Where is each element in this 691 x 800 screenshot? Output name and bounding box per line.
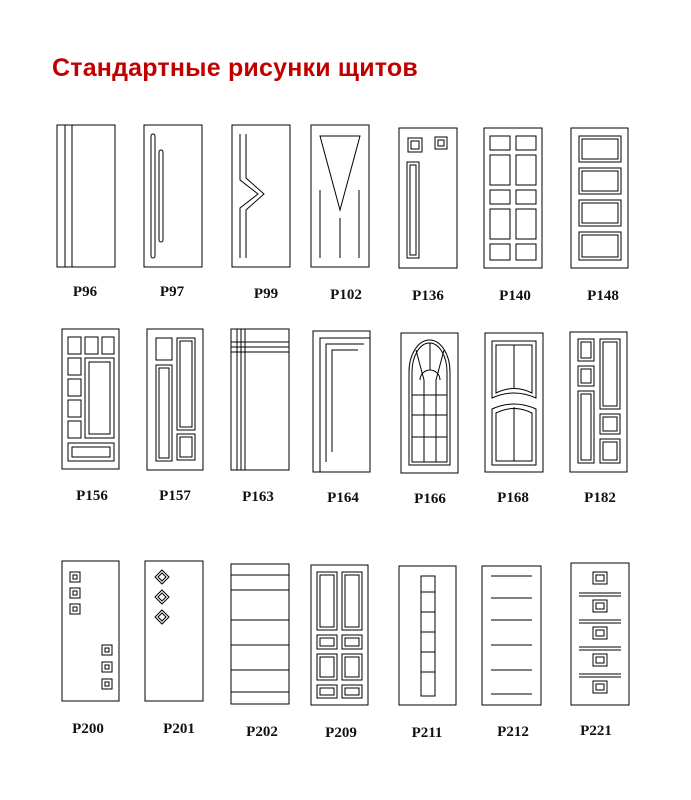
panel-label-P221: P221 — [580, 723, 612, 739]
panel-P157 — [147, 329, 203, 470]
panel-label-P148: P148 — [587, 288, 619, 304]
panel-P96 — [57, 125, 115, 267]
panel-P163 — [231, 329, 289, 470]
panel-label-P102: P102 — [330, 287, 362, 303]
panel-label-P201: P201 — [163, 721, 195, 737]
panel-label-P156: P156 — [76, 488, 108, 504]
panel-P148 — [571, 128, 628, 268]
panel-P97 — [144, 125, 202, 267]
panel-label-P168: P168 — [497, 490, 529, 506]
panel-P200 — [62, 561, 119, 701]
panel-label-P140: P140 — [499, 288, 531, 304]
panel-P102 — [311, 125, 369, 267]
panel-P182 — [570, 332, 627, 472]
panel-label-P212: P212 — [497, 724, 529, 740]
panel-label-P211: P211 — [411, 725, 443, 741]
panel-label-P99: P99 — [253, 286, 279, 302]
panel-label-P182: P182 — [584, 490, 616, 506]
panel-label-P157: P157 — [159, 488, 191, 504]
panel-label-P202: P202 — [246, 724, 278, 740]
panel-P209 — [311, 565, 368, 705]
panel-label-P166: P166 — [414, 491, 446, 507]
panel-label-P200: P200 — [72, 721, 104, 737]
panel-P211 — [399, 566, 456, 705]
panel-label-P136: P136 — [412, 288, 444, 304]
panel-P164 — [313, 331, 370, 472]
panel-label-P209: P209 — [325, 725, 357, 741]
panel-P156 — [62, 329, 119, 469]
panel-P221 — [571, 563, 629, 705]
panel-P201 — [145, 561, 203, 701]
panel-P202 — [231, 564, 289, 704]
panel-P212 — [482, 566, 541, 705]
panel-label-P96: P96 — [72, 284, 98, 300]
panel-P168 — [485, 333, 543, 472]
panel-P99 — [232, 125, 290, 267]
page-title: Стандартные рисунки щитов — [52, 54, 418, 82]
panel-label-P97: P97 — [159, 284, 185, 300]
panel-P166 — [401, 333, 458, 473]
panel-P136 — [399, 128, 457, 268]
panel-label-P164: P164 — [327, 490, 359, 506]
panel-label-P163: P163 — [242, 489, 274, 505]
panel-P140 — [484, 128, 542, 268]
